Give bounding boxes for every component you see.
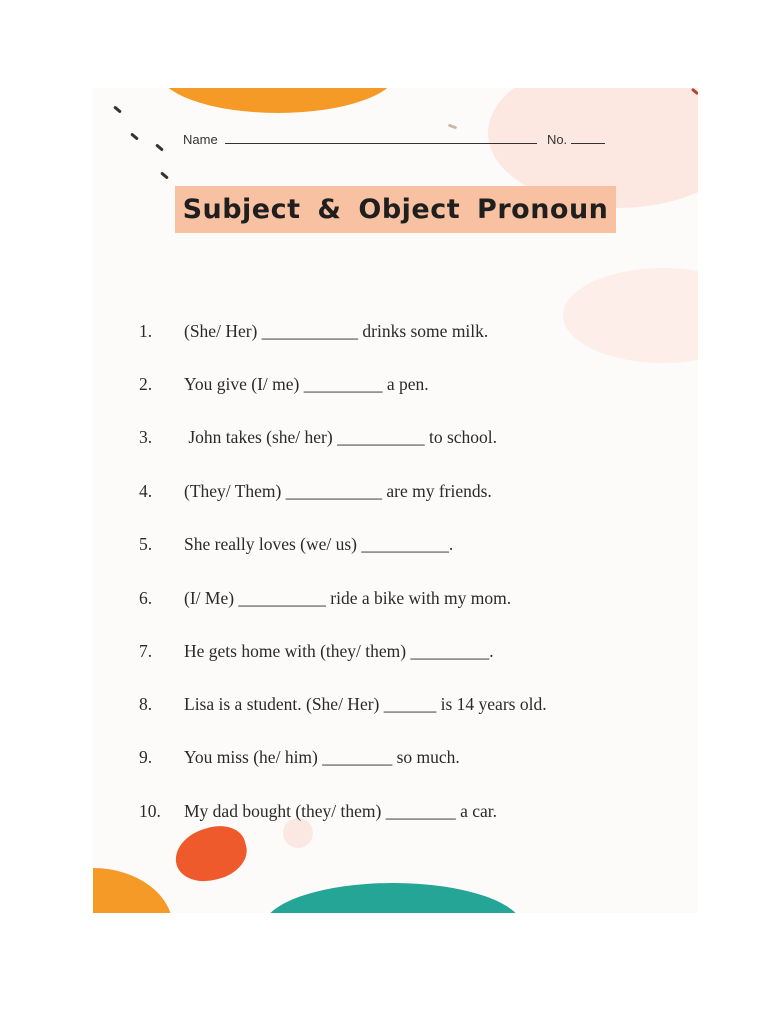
question-number: 7.: [139, 641, 153, 661]
question-item: [139, 374, 429, 395]
worksheet-page: [93, 88, 698, 913]
question-text: She really loves (we/ us) __________.: [184, 534, 454, 554]
question-number: 1.: [139, 321, 153, 341]
question-item: [139, 801, 497, 822]
number-label: No.: [546, 132, 568, 147]
question-text: He gets home with (they/ them) _________.: [184, 641, 494, 661]
question-text: Lisa is a student. (She/ Her) ______ is 14 years old.: [184, 694, 547, 714]
question-item: [139, 427, 497, 448]
question-number: 6.: [139, 588, 153, 608]
question-item: [139, 534, 453, 555]
question-text: My dad bought (they/ them) ________ a car.: [184, 801, 497, 821]
question-number: 9.: [139, 747, 153, 767]
question-text: You miss (he/ him) ________ so much.: [184, 747, 460, 767]
question-number: 2.: [139, 374, 153, 394]
question-item: [139, 641, 494, 662]
question-item: [139, 321, 488, 342]
question-text: You give (I/ me) _________ a pen.: [184, 374, 429, 394]
question-text: John takes (she/ her) __________ to school.: [184, 427, 498, 447]
question-item: [139, 481, 492, 502]
name-label: Name: [183, 132, 218, 147]
page-title: Subject & Object Pronoun: [182, 194, 609, 225]
question-text: (They/ Them) ___________ are my friends.: [184, 481, 492, 501]
question-item: [139, 588, 511, 609]
question-text: (I/ Me) __________ ride a bike with my mom.: [184, 588, 512, 608]
question-number: 5.: [139, 534, 153, 554]
question-number: 4.: [139, 481, 153, 501]
question-number: 3.: [139, 427, 153, 447]
question-text: (She/ Her) ___________ drinks some milk.: [184, 321, 489, 341]
question-number: 10.: [139, 801, 161, 821]
question-number: 8.: [139, 694, 153, 714]
question-item: [139, 747, 460, 768]
question-list: [93, 88, 698, 913]
question-item: [139, 694, 547, 715]
